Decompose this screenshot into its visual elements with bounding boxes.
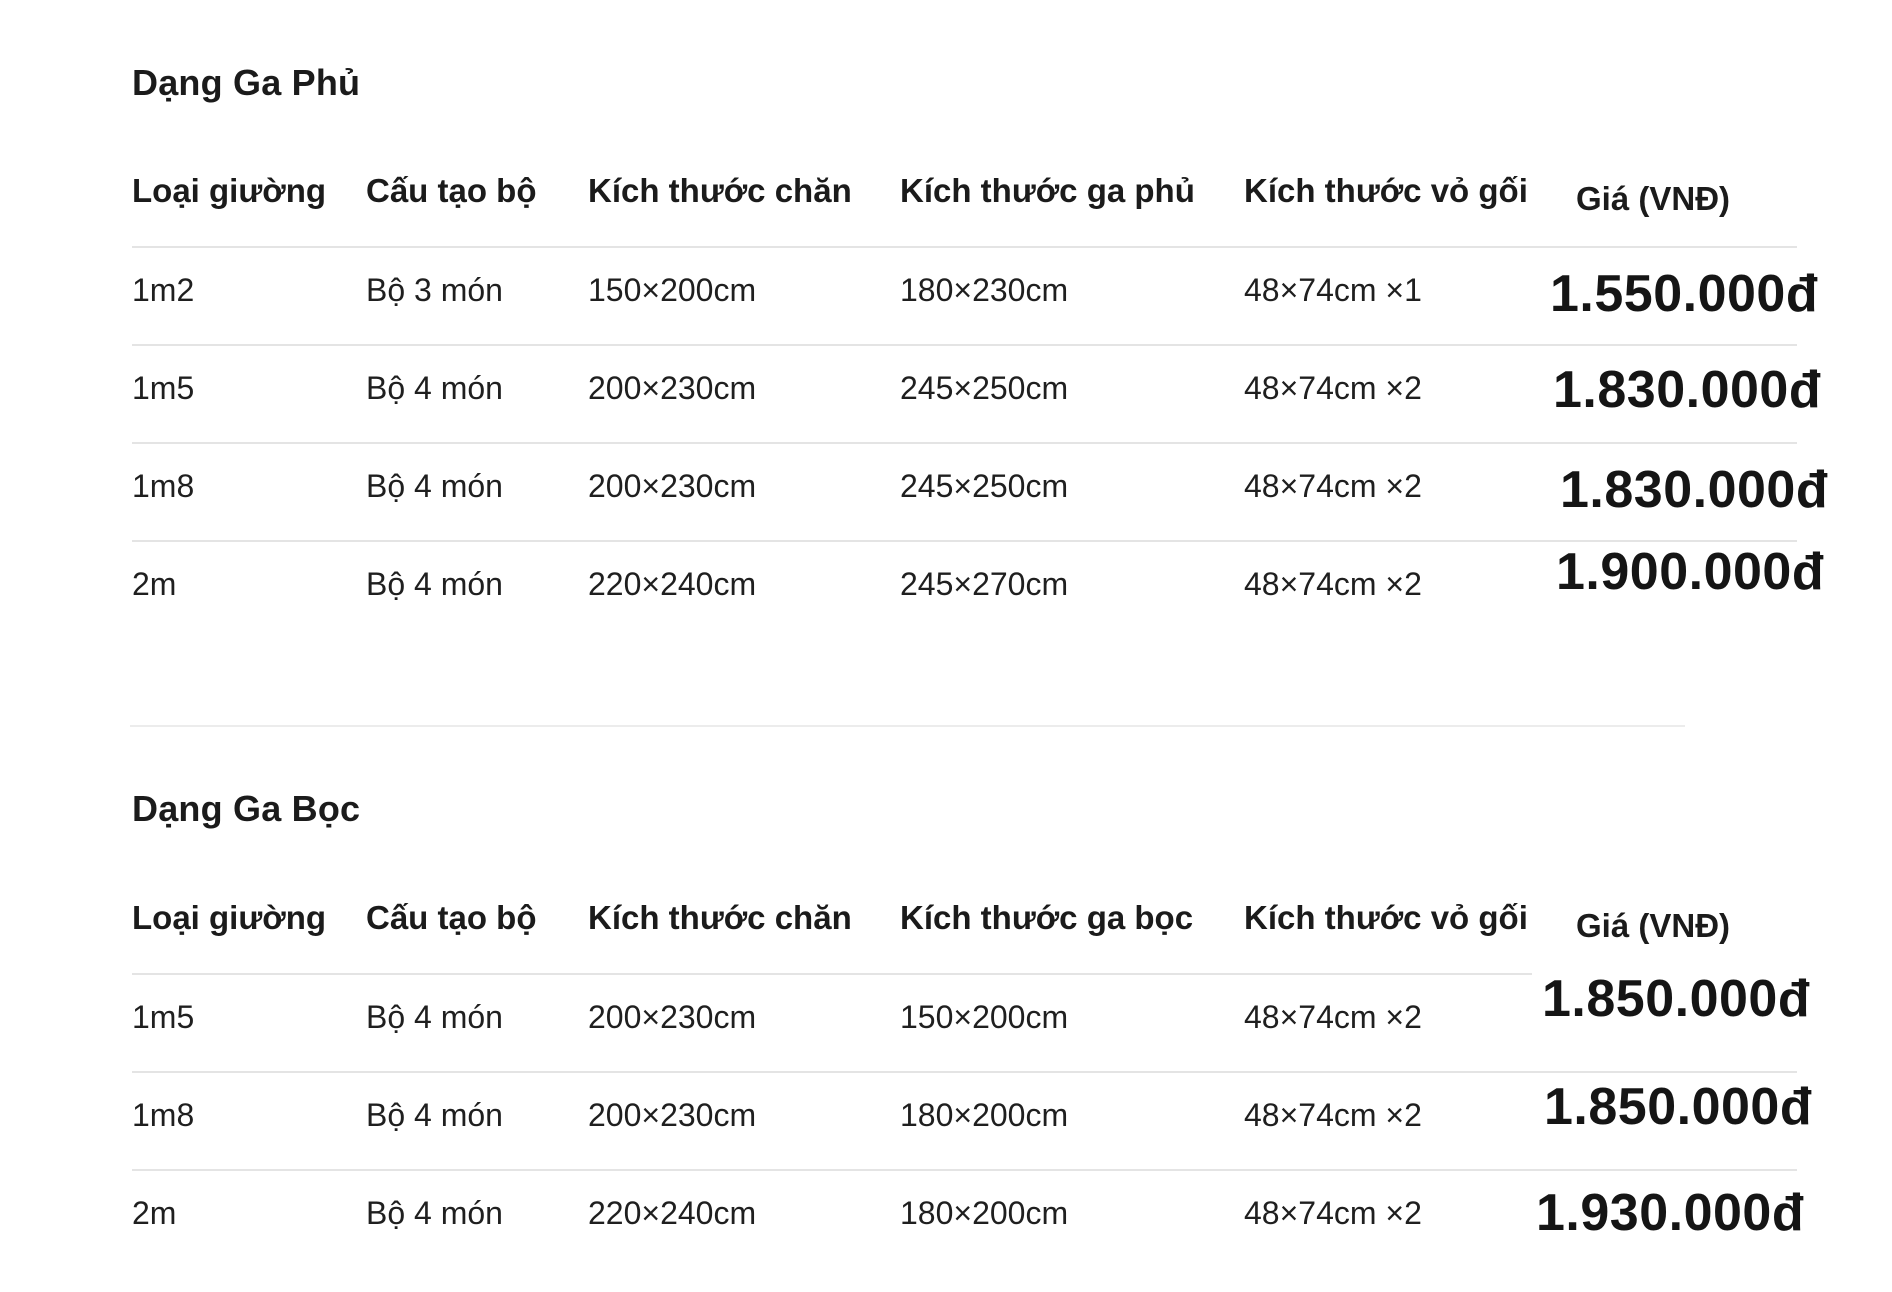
cell-bed-type: 1m8 <box>132 1097 195 1133</box>
table-divider <box>132 1071 1797 1073</box>
cell-pillowcase-size: 48×74cm ×2 <box>1244 468 1422 504</box>
header-price: Giá (VNĐ) <box>1576 907 1731 944</box>
table-row <box>132 361 1832 467</box>
cell-duvet-size: 200×230cm <box>588 468 757 504</box>
header-bed-type: Loại giường <box>132 899 327 936</box>
table-row <box>132 1184 1832 1292</box>
cell-bed-type: 1m5 <box>132 370 195 406</box>
cell-set-composition: Bộ 4 món <box>366 370 503 406</box>
header-pillowcase-size: Kích thước vỏ gối <box>1244 172 1528 209</box>
cell-set-composition: Bộ 4 món <box>366 468 503 504</box>
section-title: Dạng Ga Phủ <box>132 62 361 103</box>
cell-bed-type: 1m5 <box>132 999 195 1035</box>
section-separator <box>130 725 1685 727</box>
table-divider <box>132 540 1797 542</box>
table-divider <box>132 1169 1797 1171</box>
cell-fitted-sheet-size: 180×200cm <box>900 1195 1069 1231</box>
cell-fitted-sheet-size: 180×200cm <box>900 1097 1069 1133</box>
cell-price: 1.850.000đ <box>1542 970 1811 1028</box>
cell-bed-type: 1m2 <box>132 272 195 308</box>
cell-duvet-size: 220×240cm <box>588 566 757 602</box>
cell-bed-type: 1m8 <box>132 468 195 504</box>
section-ga-boc <box>132 788 360 830</box>
cell-sheet-size: 180×230cm <box>900 272 1069 308</box>
cell-set-composition: Bộ 4 món <box>366 1195 503 1231</box>
header-fitted-sheet-size: Kích thước ga bọc <box>900 899 1194 936</box>
table-divider <box>132 344 1797 346</box>
cell-price: 1.850.000đ <box>1544 1078 1813 1136</box>
header-sheet-size: Kích thước ga phủ <box>900 172 1195 209</box>
cell-set-composition: Bộ 4 món <box>366 1097 503 1133</box>
cell-sheet-size: 245×250cm <box>900 370 1069 406</box>
cell-price: 1.830.000đ <box>1553 361 1822 419</box>
cell-set-composition: Bộ 4 món <box>366 999 503 1035</box>
cell-duvet-size: 150×200cm <box>588 272 757 308</box>
cell-pillowcase-size: 48×74cm ×2 <box>1244 370 1422 406</box>
header-duvet-size: Kích thước chăn <box>588 172 852 209</box>
cell-price: 1.900.000đ <box>1556 543 1825 601</box>
table-row <box>132 265 1832 369</box>
header-price: Giá (VNĐ) <box>1576 180 1731 217</box>
cell-duvet-size: 200×230cm <box>588 999 757 1035</box>
table-divider <box>132 973 1532 975</box>
cell-pillowcase-size: 48×74cm ×2 <box>1244 1097 1422 1133</box>
section-ga-phu <box>132 62 360 104</box>
cell-fitted-sheet-size: 150×200cm <box>900 999 1069 1035</box>
header-bed-type: Loại giường <box>132 172 327 209</box>
cell-pillowcase-size: 48×74cm ×2 <box>1244 999 1422 1035</box>
table-row <box>132 1078 1832 1194</box>
cell-sheet-size: 245×270cm <box>900 566 1069 602</box>
cell-pillowcase-size: 48×74cm ×1 <box>1244 272 1422 308</box>
cell-pillowcase-size: 48×74cm ×2 <box>1244 1195 1422 1231</box>
cell-duvet-size: 220×240cm <box>588 1195 757 1231</box>
table-header-row <box>132 172 1832 269</box>
header-set-composition: Cấu tạo bộ <box>366 172 537 209</box>
cell-price: 1.550.000đ <box>1550 265 1819 323</box>
header-duvet-size: Kích thước chăn <box>588 899 852 936</box>
header-pillowcase-size: Kích thước vỏ gối <box>1244 899 1528 936</box>
cell-bed-type: 2m <box>132 1195 177 1231</box>
cell-duvet-size: 200×230cm <box>588 370 757 406</box>
table-divider <box>132 246 1797 248</box>
cell-duvet-size: 200×230cm <box>588 1097 757 1133</box>
cell-pillowcase-size: 48×74cm ×2 <box>1244 566 1422 602</box>
cell-set-composition: Bộ 4 món <box>366 566 503 602</box>
cell-bed-type: 2m <box>132 566 177 602</box>
header-set-composition: Cấu tạo bộ <box>366 899 537 936</box>
cell-set-composition: Bộ 3 món <box>366 272 503 308</box>
cell-price: 1.930.000đ <box>1536 1184 1805 1242</box>
cell-sheet-size: 245×250cm <box>900 468 1069 504</box>
cell-price: 1.830.000đ <box>1560 461 1829 519</box>
table-row <box>132 543 1832 663</box>
table-divider <box>132 442 1797 444</box>
section-title: Dạng Ga Bọc <box>132 788 361 829</box>
